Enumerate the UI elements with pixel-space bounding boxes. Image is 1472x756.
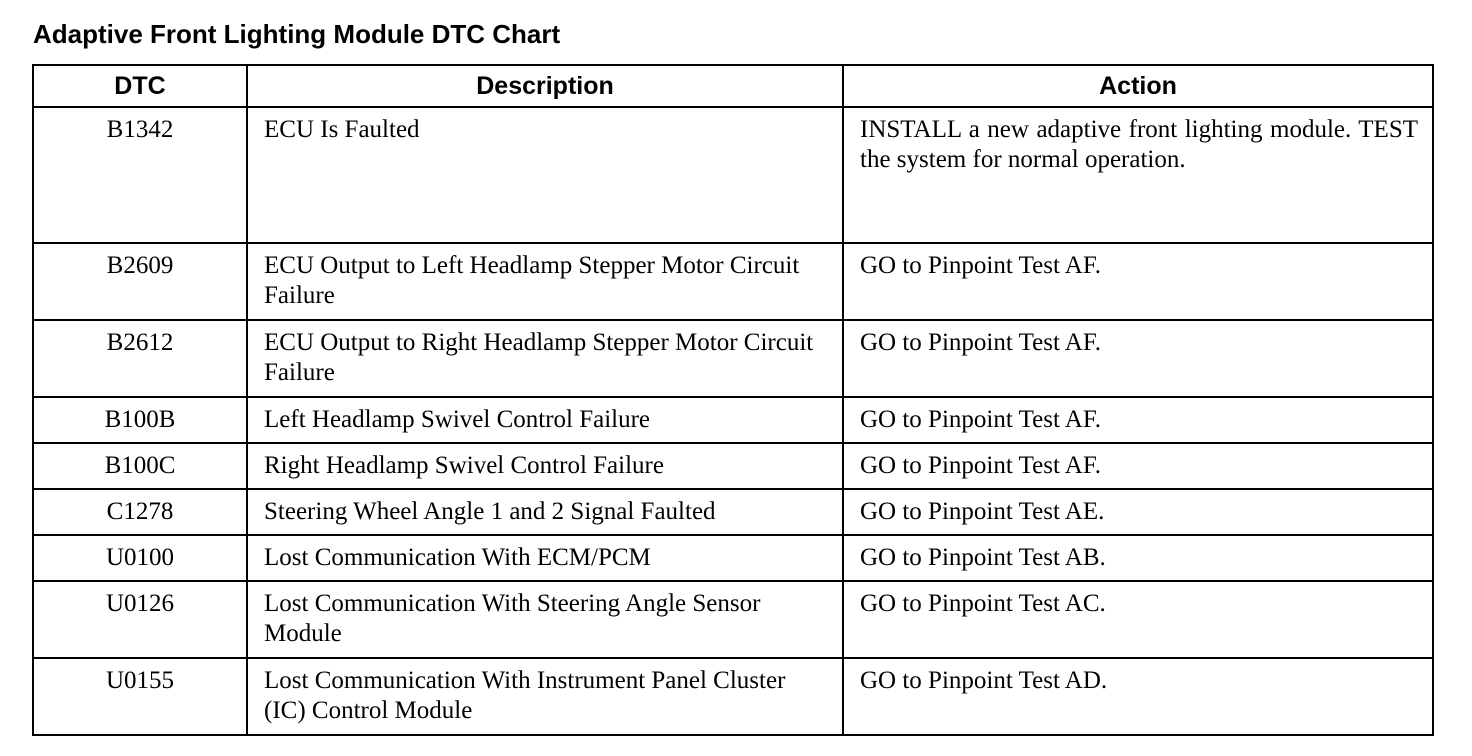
table-row	[33, 107, 1433, 243]
page-title: Adaptive Front Lighting Module DTC Chart	[33, 19, 561, 49]
action-cell: GO to Pinpoint Test AE.	[843, 489, 1433, 535]
table-row	[33, 243, 1433, 320]
dtc-code-cell: B2609	[33, 243, 247, 320]
table-row	[33, 581, 1433, 658]
column-header-description: Description	[247, 65, 843, 107]
table-row	[33, 443, 1433, 489]
action-cell: GO to Pinpoint Test AD.	[843, 658, 1433, 735]
description-cell: ECU Output to Left Headlamp Stepper Motor Circuit Failure	[247, 243, 843, 320]
dtc-code-cell: B2612	[33, 320, 247, 397]
action-cell: GO to Pinpoint Test AF.	[843, 397, 1433, 443]
description-cell: Lost Communication With Instrument Panel Cluster (IC) Control Module	[247, 658, 843, 735]
action-cell: GO to Pinpoint Test AC.	[843, 581, 1433, 658]
dtc-code-cell: B100B	[33, 397, 247, 443]
column-header-dtc: DTC	[33, 65, 247, 107]
dtc-code-cell: U0155	[33, 658, 247, 735]
description-cell: Lost Communication With ECM/PCM	[247, 535, 843, 581]
table-row	[33, 535, 1433, 581]
description-cell: Lost Communication With Steering Angle Sensor Module	[247, 581, 843, 658]
table-row	[33, 489, 1433, 535]
dtc-code-cell: U0100	[33, 535, 247, 581]
description-cell: Left Headlamp Swivel Control Failure	[247, 397, 843, 443]
description-cell: Steering Wheel Angle 1 and 2 Signal Faulted	[247, 489, 843, 535]
description-cell: Right Headlamp Swivel Control Failure	[247, 443, 843, 489]
action-cell: GO to Pinpoint Test AF.	[843, 443, 1433, 489]
action-cell: GO to Pinpoint Test AF.	[843, 243, 1433, 320]
description-cell: ECU Output to Right Headlamp Stepper Motor Circuit Failure	[247, 320, 843, 397]
dtc-code-cell: B1342	[33, 107, 247, 243]
dtc-code-cell: C1278	[33, 489, 247, 535]
dtc-code-cell: U0126	[33, 581, 247, 658]
description-cell: ECU Is Faulted	[247, 107, 843, 243]
column-header-action: Action	[843, 65, 1433, 107]
action-cell: GO to Pinpoint Test AB.	[843, 535, 1433, 581]
table-row	[33, 658, 1433, 735]
dtc-table	[32, 64, 1434, 736]
dtc-code-cell: B100C	[33, 443, 247, 489]
table-header-row	[33, 65, 1433, 107]
action-cell: INSTALL a new adaptive front lighting module. TEST the system for normal operation.	[843, 107, 1433, 243]
table-row	[33, 320, 1433, 397]
table-row	[33, 397, 1433, 443]
action-cell: GO to Pinpoint Test AF.	[843, 320, 1433, 397]
